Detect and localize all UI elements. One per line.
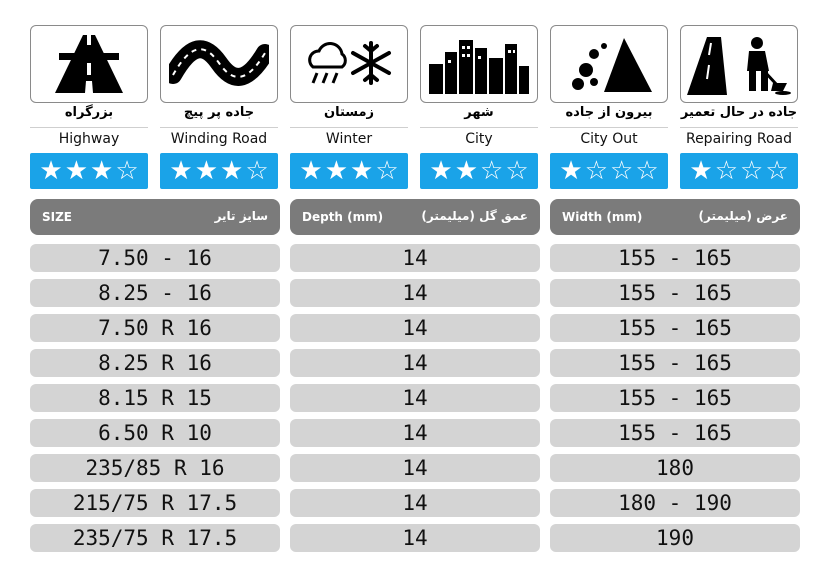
depth-header-fa: عمق گل (میلیمتر) [421,209,528,223]
rating-stars [680,153,798,189]
width-cell: 155 - 165 [550,244,800,272]
star-filled-icon: ★ [559,156,583,186]
size-cell: 8.25 R 16 [30,349,280,377]
category-en-label: City Out [580,131,638,147]
size-header [30,199,280,235]
star-filled-icon: ★ [324,156,348,186]
divider [550,127,668,128]
star-filled-icon: ★ [169,156,193,186]
card-winding-road [160,25,278,191]
star-empty-icon: ☆ [765,156,789,186]
star-empty-icon: ☆ [584,156,608,186]
divider [160,127,278,128]
city-skyline-icon [420,25,538,103]
width-header-fa: عرض (میلیمتر) [698,209,788,223]
depth-cell: 14 [290,349,540,377]
depth-header [290,199,540,235]
star-filled-icon: ★ [39,156,63,186]
divider [680,127,798,128]
rockfall-mountain-icon [550,25,668,103]
divider [30,127,148,128]
divider [420,127,538,128]
size-header-fa: سایز تایر [214,209,268,223]
depth-cell: 14 [290,244,540,272]
size-cell: 235/85 R 16 [30,454,280,482]
size-cell: 7.50 R 16 [30,314,280,342]
depth-cell: 14 [290,489,540,517]
star-filled-icon: ★ [350,156,374,186]
highway-icon [30,25,148,103]
star-empty-icon: ☆ [635,156,659,186]
star-filled-icon: ★ [454,156,478,186]
star-empty-icon: ☆ [115,156,139,186]
depth-cell: 14 [290,454,540,482]
star-filled-icon: ★ [689,156,713,186]
star-empty-icon: ☆ [714,156,738,186]
category-fa-label: بزرگراه [64,105,114,120]
rating-stars [550,153,668,189]
star-empty-icon: ☆ [740,156,764,186]
size-cell: 7.50 - 16 [30,244,280,272]
size-cell: 235/75 R 17.5 [30,524,280,552]
category-en-label: City [465,131,493,147]
size-cell: 6.50 R 10 [30,419,280,447]
width-cell: 155 - 165 [550,279,800,307]
depth-header-en: Depth (mm) [302,210,384,224]
width-cell: 155 - 165 [550,419,800,447]
width-header-en: Width (mm) [562,210,643,224]
size-cell: 215/75 R 17.5 [30,489,280,517]
card-city [420,25,538,191]
size-cell: 8.25 - 16 [30,279,280,307]
rating-stars [160,153,278,189]
category-fa-label: جاده پر پیچ [183,105,255,120]
card-repairing-road [680,25,798,191]
category-cards [30,25,800,195]
winding-road-icon [160,25,278,103]
category-fa-label: جاده در حال تعمیر [680,105,798,120]
width-cell: 180 - 190 [550,489,800,517]
width-header [550,199,800,235]
star-empty-icon: ☆ [505,156,529,186]
star-empty-icon: ☆ [375,156,399,186]
size-cell: 8.15 R 15 [30,384,280,412]
category-en-label: Winding Road [170,131,268,147]
width-cell: 180 [550,454,800,482]
star-filled-icon: ★ [299,156,323,186]
width-cell: 190 [550,524,800,552]
width-cell: 155 - 165 [550,384,800,412]
category-fa-label: بیرون از جاده [565,105,653,120]
depth-cell: 14 [290,384,540,412]
rating-stars [30,153,148,189]
star-empty-icon: ☆ [245,156,269,186]
depth-cell: 14 [290,419,540,447]
star-empty-icon: ☆ [610,156,634,186]
card-highway [30,25,148,191]
category-fa-label: شهر [464,105,494,120]
star-empty-icon: ☆ [480,156,504,186]
star-filled-icon: ★ [220,156,244,186]
category-en-label: Repairing Road [685,131,793,147]
depth-cell: 14 [290,524,540,552]
star-filled-icon: ★ [90,156,114,186]
card-city-out [550,25,668,191]
size-header-en: SIZE [42,210,73,224]
depth-cell: 14 [290,314,540,342]
snow-rain-icon [290,25,408,103]
star-filled-icon: ★ [194,156,218,186]
card-winter [290,25,408,191]
rating-stars [420,153,538,189]
category-en-label: Highway [58,131,120,147]
width-cell: 155 - 165 [550,349,800,377]
divider [290,127,408,128]
category-en-label: Winter [325,131,373,147]
rating-stars [290,153,408,189]
road-worker-icon [680,25,798,103]
star-filled-icon: ★ [429,156,453,186]
star-filled-icon: ★ [64,156,88,186]
depth-cell: 14 [290,279,540,307]
width-cell: 155 - 165 [550,314,800,342]
category-fa-label: زمستان [323,105,375,120]
